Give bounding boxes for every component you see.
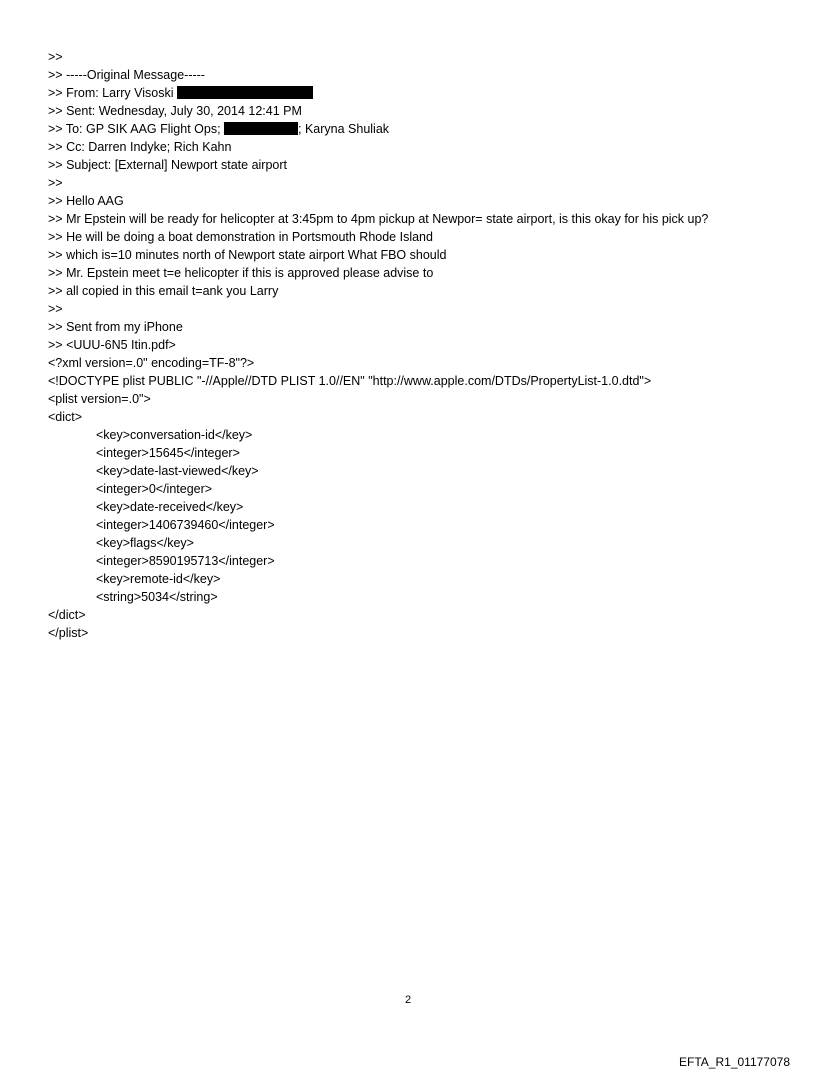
plist-line: <dict> (48, 410, 83, 424)
plist-line: <?xml version=.0" encoding=TF-8"?> (48, 356, 255, 370)
plist-line: </plist> (48, 626, 89, 640)
plist-entry: <key>conversation-id</key> (96, 428, 253, 442)
redaction-box (224, 122, 298, 135)
email-to-suffix: ; Karyna Shuliak (298, 122, 390, 136)
email-line: >> (48, 50, 63, 64)
email-line: >> -----Original Message----- (48, 68, 205, 82)
email-body-line: >> <UUU-6N5 Itin.pdf> (48, 338, 176, 352)
email-to: >> To: GP SIK AAG Flight Ops; (48, 122, 225, 136)
plist-entry: <integer>15645</integer> (96, 446, 240, 460)
document-body (48, 48, 798, 642)
page-number: 2 (404, 994, 412, 1006)
email-from: >> From: Larry Visoski (48, 86, 177, 100)
plist-entry: <key>date-received</key> (96, 500, 244, 514)
email-body-line: >> He will be doing a boat demonstration in Portsmouth Rhode Island (48, 230, 433, 244)
email-body-line: >> which is=10 minutes north of Newport state airport What FBO should (48, 248, 447, 262)
bates-number: EFTA_R1_01177078 (679, 1055, 790, 1069)
plist-entry: <string>5034</string> (96, 590, 218, 604)
plist-entry: <key>remote-id</key> (96, 572, 221, 586)
email-body-line: >> Mr. Epstein meet t=e helicopter if this is approved please advise to (48, 266, 434, 280)
plist-entry: <key>date-last-viewed</key> (96, 464, 259, 478)
email-from-line (48, 84, 798, 102)
plist-entry: <integer>8590195713</integer> (96, 554, 275, 568)
email-body-line: >> (48, 302, 63, 316)
plist-line: <!DOCTYPE plist PUBLIC "-//Apple//DTD PLIST 1.0//EN" "http://www.apple.com/DTDs/PropertyList-1.0.dtd"> (48, 374, 652, 388)
redaction-box (177, 86, 313, 99)
email-body-line: >> Sent from my iPhone (48, 320, 183, 334)
email-body-line: >> (48, 176, 63, 190)
plist-entry: <integer>0</integer> (96, 482, 213, 496)
plist-entry: <key>flags</key> (96, 536, 194, 550)
email-cc-line: >> Cc: Darren Indyke; Rich Kahn (48, 140, 232, 154)
plist-line: </dict> (48, 608, 86, 622)
email-to-line (48, 120, 798, 138)
email-subject-line: >> Subject: [External] Newport state airport (48, 158, 288, 172)
email-body-line: >> all copied in this email t=ank you Larry (48, 284, 279, 298)
plist-entry: <integer>1406739460</integer> (96, 518, 275, 532)
plist-line: <plist version=.0"> (48, 392, 151, 406)
email-sent-line: >> Sent: Wednesday, July 30, 2014 12:41 PM (48, 104, 302, 118)
email-body-line: >> Mr Epstein will be ready for helicopter at 3:45pm to 4pm pickup at Newpor= state airport, is this okay for his pick up? (48, 212, 709, 226)
email-body-line: >> Hello AAG (48, 194, 124, 208)
